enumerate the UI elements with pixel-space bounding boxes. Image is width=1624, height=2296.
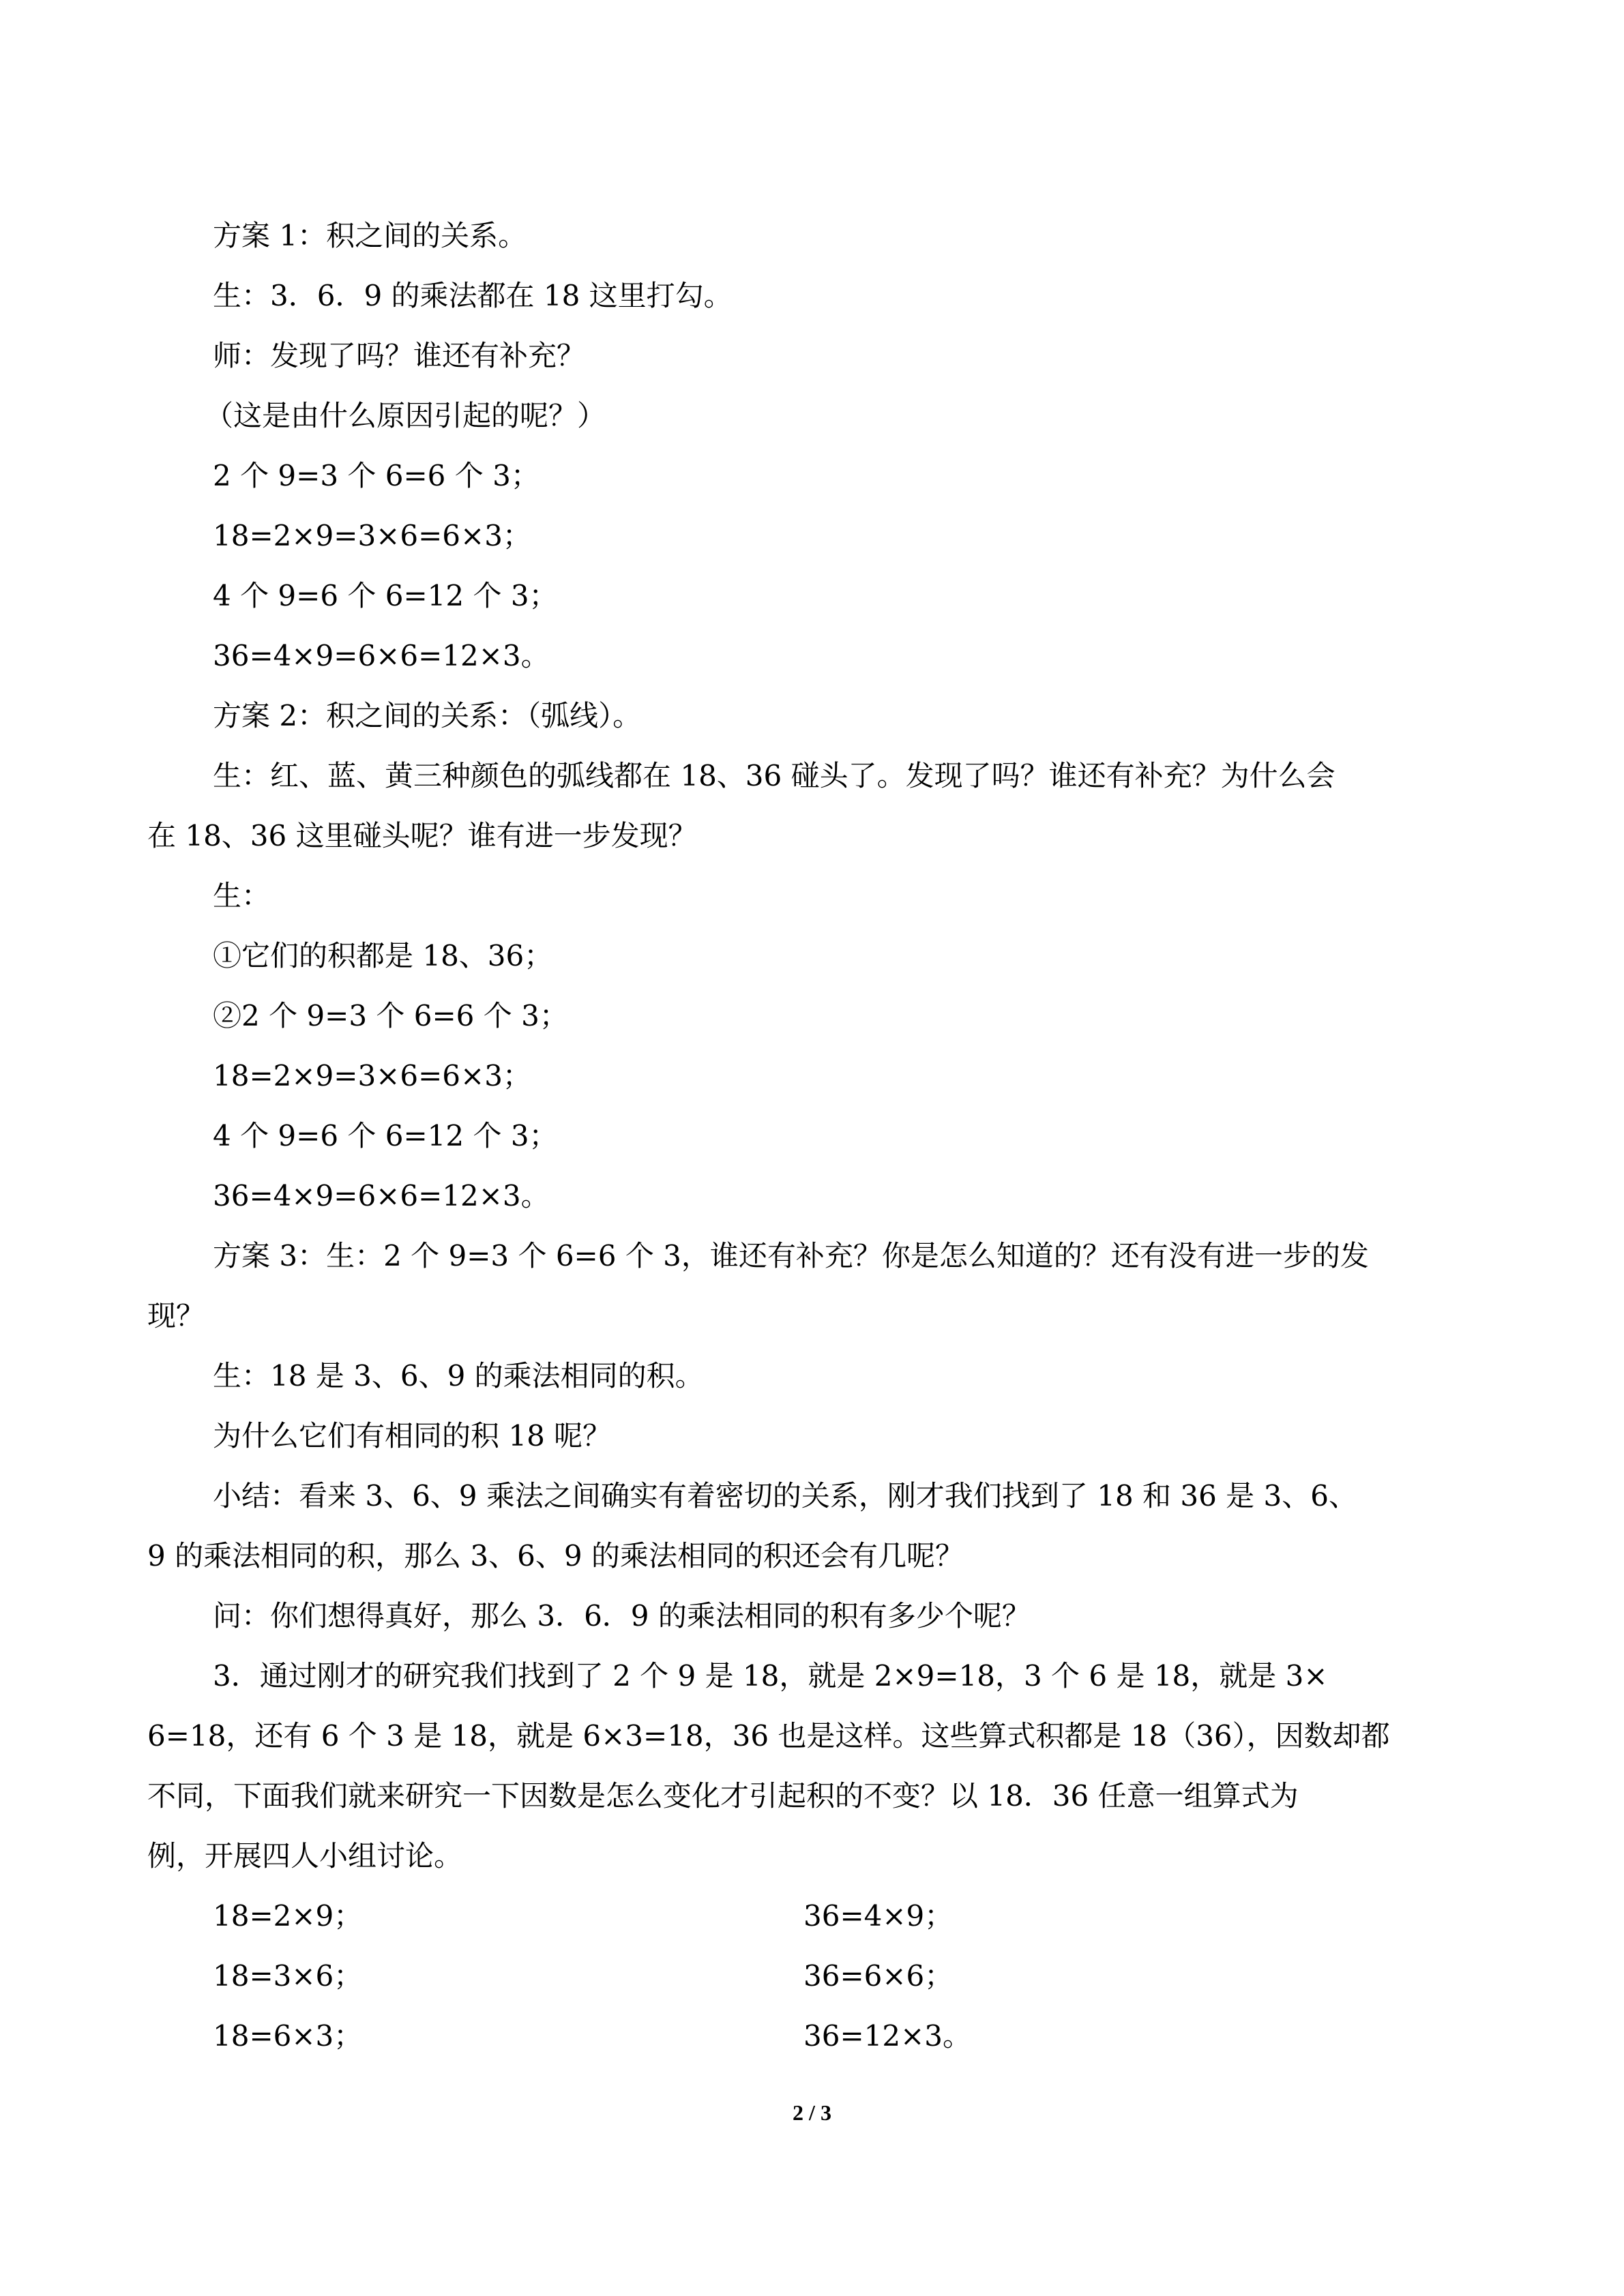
paragraph-line: 方案 2：积之间的关系：（弧线）。 — [213, 699, 642, 732]
paragraph-line: 9 的乘法相同的积，那么 3、6、9 的乘法相同的积还会有几呢？ — [147, 1539, 964, 1572]
paragraph-line: 4 个 9=6 个 6=12 个 3； — [213, 579, 558, 612]
paragraph-line: 6=18，还有 6 个 3 是 18，就是 6×3=18，36 也是这样。这些算式积都是 18（36），因数却都 — [147, 1719, 1390, 1753]
equation-right: 36=4×9； — [803, 1899, 954, 1933]
paragraph-line: 为什么它们有相同的积 18 呢？ — [213, 1419, 612, 1452]
page-number: 2 / 3 — [793, 2100, 831, 2125]
paragraph-line: 问：你们想得真好，那么 3．6．9 的乘法相同的积有多少个呢？ — [213, 1599, 1031, 1632]
paragraph-line: 师：发现了吗？谁还有补充？ — [213, 339, 586, 372]
paragraph-line: 方案 1：积之间的关系。 — [213, 219, 527, 252]
paragraph-line: 生：红、蓝、黄三种颜色的弧线都在 18、36 碰头了。发现了吗？谁还有补充？为什么会 — [213, 759, 1335, 792]
paragraph-line: ②2 个 9=3 个 6=6 个 3； — [213, 999, 568, 1032]
paragraph-line: 生：3．6．9 的乘法都在 18 这里打勾。 — [213, 279, 733, 312]
paragraph-line: （这是由什么原因引起的呢？） — [205, 399, 606, 432]
paragraph-line: 不同，下面我们就来研究一下因数是怎么变化才引起积的不变？以 18．36 任意一组算式为 — [147, 1779, 1299, 1813]
equation-left: 18=6×3； — [213, 2019, 363, 2053]
paragraph-line: 例，开展四人小组讨论。 — [147, 1839, 463, 1873]
paragraph-line: 36=4×9=6×6=12×3。 — [213, 1179, 550, 1212]
paragraph-line: 方案 3：生：2 个 9=3 个 6=6 个 3，谁还有补充？你是怎么知道的？还有没有进一步的发 — [213, 1239, 1369, 1272]
paragraph-line: 生： — [213, 879, 271, 912]
paragraph-line: 小结：看来 3、6、9 乘法之间确实有着密切的关系，刚才我们找到了 18 和 36 是 3、6、 — [213, 1479, 1357, 1512]
paragraph-line: 在 18、36 这里碰头呢？谁有进一步发现？ — [147, 819, 697, 852]
paragraph-line: 生：18 是 3、6、9 的乘法相同的积。 — [213, 1359, 704, 1392]
paragraph-line: 现？ — [147, 1299, 205, 1332]
equation-left: 18=2×9； — [213, 1899, 363, 1933]
paragraph-line: 18=2×9=3×6=6×3； — [213, 519, 531, 552]
paragraph-line: ①它们的积都是 18、36； — [213, 939, 553, 972]
equation-right: 36=12×3。 — [803, 2019, 971, 2053]
paragraph-line: 18=2×9=3×6=6×3； — [213, 1059, 531, 1092]
paragraph-line: 36=4×9=6×6=12×3。 — [213, 639, 550, 672]
equation-left: 18=3×6； — [213, 1959, 363, 1993]
paragraph-line: 2 个 9=3 个 6=6 个 3； — [213, 459, 540, 492]
paragraph-line: 3．通过刚才的研究我们找到了 2 个 9 是 18，就是 2×9=18，3 个 6 是 18，就是 3× — [213, 1659, 1328, 1693]
equation-right: 36=6×6； — [803, 1959, 954, 1993]
paragraph-line: 4 个 9=6 个 6=12 个 3； — [213, 1119, 558, 1152]
